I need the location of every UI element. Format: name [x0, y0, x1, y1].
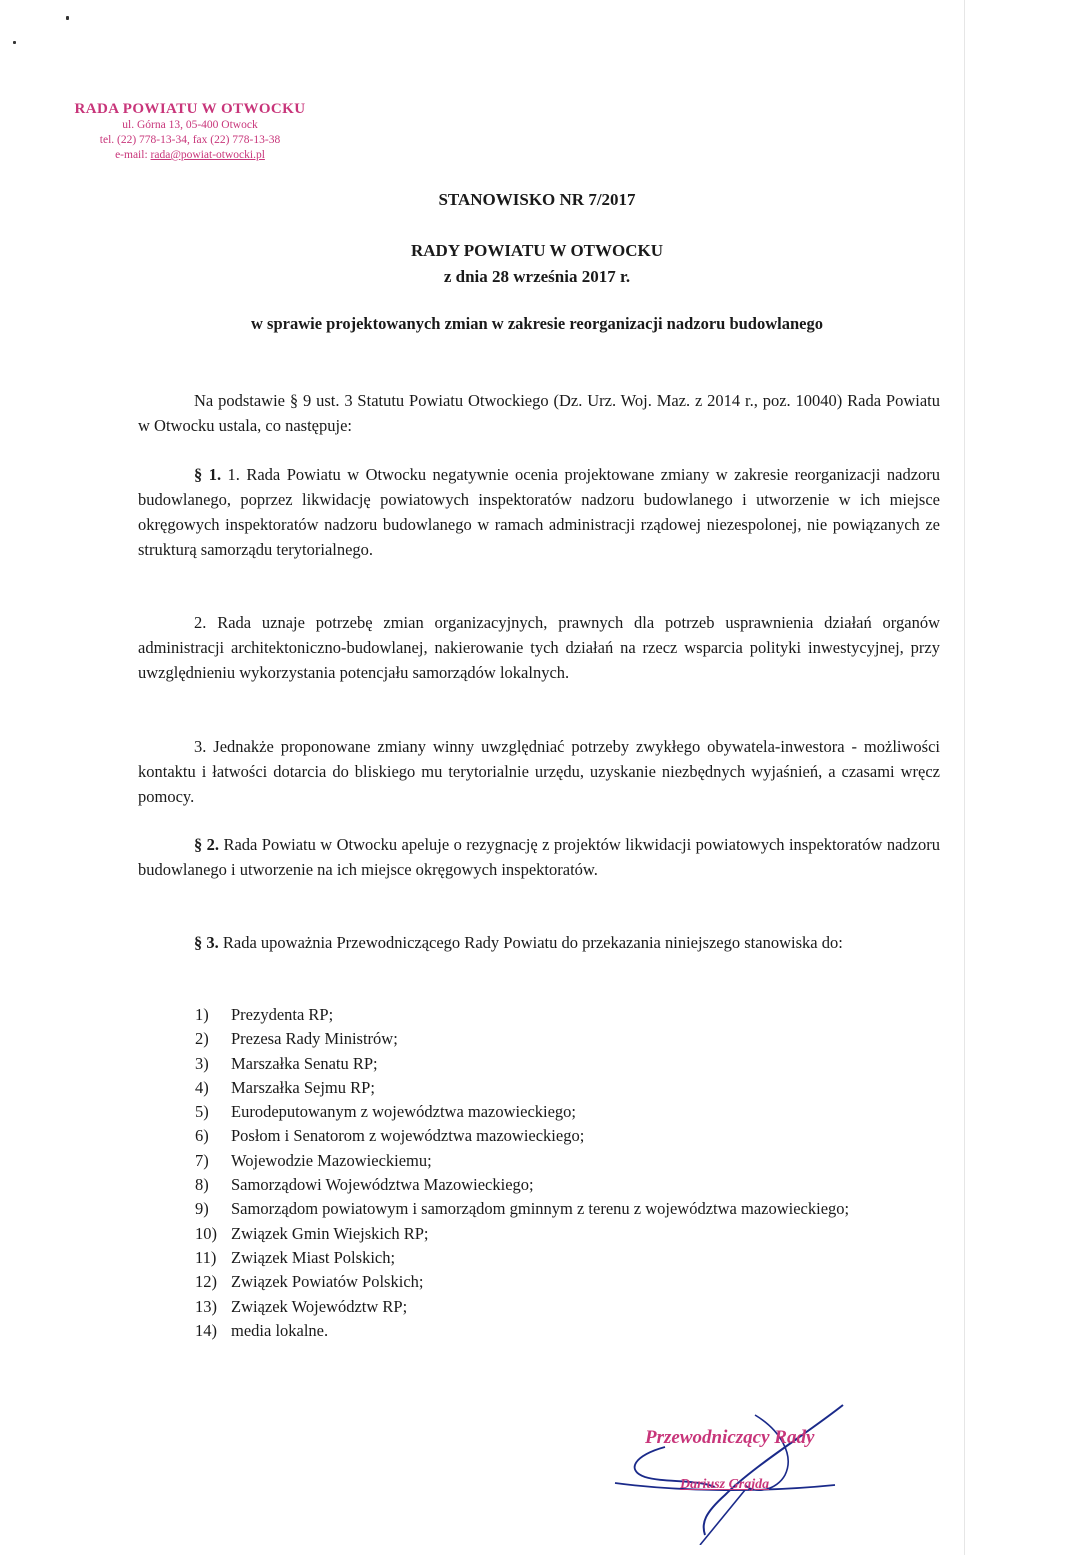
list-item: 2) Prezesa Rady Ministrów;: [195, 1029, 398, 1049]
stamp-title: RADA POWIATU W OTWOCKU: [74, 101, 306, 117]
section-2-label: § 2.: [194, 835, 220, 854]
document-date: z dnia 28 września 2017 r.: [443, 267, 631, 286]
stamp-phone: tel. (22) 778-13-34, fax (22) 778-13-38: [99, 134, 281, 146]
document-subject: w sprawie projektowanych zmian w zakresie reorganizacji nadzoru budowlanego: [251, 314, 823, 333]
section-2-paragraph: [138, 832, 940, 882]
section-1-text-2: 2. Rada uznaje potrzebę zmian organizacyjnych, prawnych dla potrzeb usprawnienia działań organów administracji architektoniczno-budowlanej, nakierowanie tych działań na rzecz wsparcia polityki inwestycyjnej, przy uwzględnieniu wykorzystania potencjału samorządów lokalnych.: [138, 613, 940, 682]
signature-name: Dariusz Grajda: [680, 1477, 770, 1492]
intro-text: Na podstawie § 9 ust. 3 Statutu Powiatu Otwockiego (Dz. Urz. Woj. Maz. z 2014 r., poz. 10040) Rada Powiatu w Otwocku ustala, co następuje:: [138, 391, 940, 435]
section-3-label: § 3.: [194, 933, 219, 952]
signature-title: Przewodniczący Rady: [645, 1427, 815, 1448]
list-item: 4) Marszałka Sejmu RP;: [195, 1077, 375, 1097]
section-1-paragraph-1: [138, 462, 940, 562]
stamp-email-line: [40, 148, 340, 163]
section-3-paragraph: [138, 930, 940, 955]
document-issuer: RADY POWIATU W OTWOCKU: [410, 241, 664, 260]
list-item: 14) media lokalne.: [195, 1320, 329, 1340]
list-item: 8) Samorządowi Województwa Mazowieckiego;: [195, 1175, 534, 1195]
list-item: 6) Posłom i Senatorom z województwa mazowieckiego;: [195, 1126, 585, 1146]
list-item: 7) Wojewodzie Mazowieckiemu;: [195, 1150, 432, 1170]
handwritten-signature: [605, 1395, 865, 1545]
section-2-text: Rada Powiatu w Otwocku apeluje o rezygnację z projektów likwidacji powiatowych inspektoratów nadzoru budowlanego i utworzenie na ich miejsce okręgowych inspektoratów.: [138, 835, 940, 879]
scan-speck: [66, 16, 69, 20]
list-item: 12) Związek Powiatów Polskich;: [195, 1272, 424, 1292]
document-number: STANOWISKO NR 7/2017: [438, 190, 636, 209]
section-3-text: Rada upoważnia Przewodniczącego Rady Powiatu do przekazania niniejszego stanowiska do:: [218, 933, 843, 952]
list-item: 11) Związek Miast Polskich;: [195, 1247, 396, 1267]
stamp-email-prefix: e-mail:: [115, 149, 151, 161]
list-item: 9) Samorządom powiatowym i samorządom gminnym z terenu z województwa mazowieckiego;: [195, 1199, 850, 1219]
council-stamp: [40, 100, 340, 163]
scan-speck: [13, 41, 16, 44]
list-item: 1) Prezydenta RP;: [195, 1005, 334, 1024]
stamp-email: rada@powiat-otwocki.pl: [150, 149, 265, 161]
section-1-label: § 1.: [194, 465, 222, 484]
section-1-paragraph-3: [138, 734, 940, 809]
intro-paragraph: [138, 388, 940, 438]
list-item: 10) Związek Gmin Wiejskich RP;: [195, 1223, 429, 1243]
section-1-text-1: 1. Rada Powiatu w Otwocku negatywnie ocenia projektowane zmiany w zakresie reorganizacji nadzoru budowlanego, poprzez likwidację powiatowych inspektoratów nadzoru budowlanego i utworzenie w ich miejsce okręgowych inspektoratów nadzoru budowlanego w ramach administracji rządowej niezespolonej, nie powiązanych ze strukturą samorządu terytorialnego.: [138, 465, 941, 559]
scan-edge-line: [964, 0, 965, 1555]
section-1-paragraph-2: [138, 610, 940, 685]
signature-block: [605, 1395, 865, 1545]
section-1-text-3: 3. Jednakże proponowane zmiany winny uwzględniać potrzeby zwykłego obywatela-inwestora - możliwości kontaktu i łatwości dotarcia do bliskiego mu terytorialnie urzędu, uzyskanie niezbędnych wyjaśnień, a czasami wręcz pomocy.: [138, 737, 940, 806]
list-item: 3) Marszałka Senatu RP;: [195, 1053, 378, 1073]
stamp-address: ul. Górna 13, 05-400 Otwock: [122, 119, 258, 131]
recipient-list: [195, 1003, 940, 1343]
list-item: 13) Związek Województw RP;: [195, 1296, 408, 1316]
list-item: 5) Eurodeputowanym z województwa mazowieckiego;: [195, 1102, 577, 1122]
